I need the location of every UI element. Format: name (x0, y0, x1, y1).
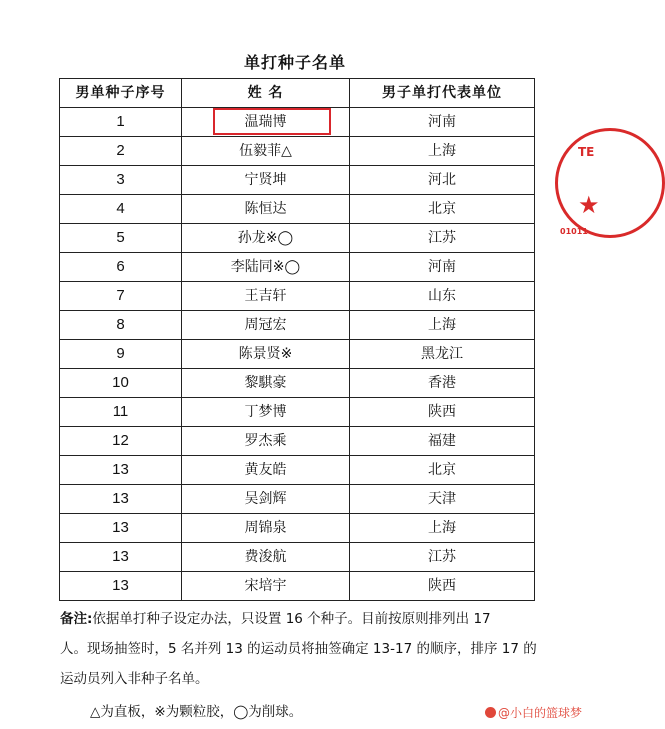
name-cell: 吴剑辉 (182, 485, 350, 514)
unit-cell: 福建 (350, 427, 535, 456)
name-cell: 周锦泉 (182, 514, 350, 543)
seed-cell: 6 (60, 253, 182, 282)
seed-cell: 13 (60, 572, 182, 601)
star-icon: ★ (578, 191, 600, 219)
notes-line3: 运动员列入非种子名单。 (60, 671, 209, 687)
table-row (60, 195, 535, 224)
name-cell: 王吉轩 (182, 282, 350, 311)
header-seed: 男单种子序号 (60, 79, 182, 108)
seed-cell: 12 (60, 427, 182, 456)
unit-cell: 上海 (350, 311, 535, 340)
notes-line2: 人。现场抽签时，5 名并列 13 的运动员将抽签确定 13-17 的顺序，排序 17 的 (60, 641, 537, 657)
name-cell: 李陆同※◯ (182, 253, 350, 282)
unit-cell: 江苏 (350, 224, 535, 253)
seal-text: TE (578, 145, 595, 159)
name-cell: 费浚航 (182, 543, 350, 572)
table-row (60, 166, 535, 195)
table-row (60, 253, 535, 282)
table-row (60, 369, 535, 398)
header-unit: 男子单打代表单位 (350, 79, 535, 108)
unit-cell: 上海 (350, 137, 535, 166)
unit-cell: 香港 (350, 369, 535, 398)
legend: △为直板，※为颗粒胶，◯为削球。 (90, 704, 303, 720)
table-row (60, 340, 535, 369)
seed-cell: 13 (60, 543, 182, 572)
seed-cell: 2 (60, 137, 182, 166)
table-row (60, 137, 535, 166)
table-row (60, 108, 535, 137)
red-seal-stamp (555, 128, 665, 238)
notes (60, 604, 538, 694)
unit-cell: 山东 (350, 282, 535, 311)
document-title: 单打种子名单 (243, 53, 346, 72)
table-row (60, 311, 535, 340)
table-row (60, 514, 535, 543)
table-row (60, 485, 535, 514)
seed-cell: 4 (60, 195, 182, 224)
table-header-row (60, 79, 535, 108)
notes-line1: 依据单打种子设定办法，只设置 16 个种子。目前按原则排列出 17 (92, 611, 491, 627)
seed-cell: 1 (60, 108, 182, 137)
name-cell: 罗杰乘 (182, 427, 350, 456)
table-row (60, 572, 535, 601)
unit-cell: 河北 (350, 166, 535, 195)
notes-label: 备注: (60, 611, 93, 627)
unit-cell: 天津 (350, 485, 535, 514)
table-row (60, 398, 535, 427)
name-cell: 陈景贤※ (182, 340, 350, 369)
seed-table-body (60, 108, 535, 601)
name-cell: 伍毅菲△ (182, 137, 350, 166)
unit-cell: 北京 (350, 456, 535, 485)
seal-digits: 01011 (560, 227, 588, 236)
name-cell: 陈恒达 (182, 195, 350, 224)
weibo-icon (485, 707, 496, 718)
header-name: 姓 名 (182, 79, 350, 108)
seed-cell: 10 (60, 369, 182, 398)
name-cell: 黎騏豪 (182, 369, 350, 398)
name-cell: 丁梦博 (182, 398, 350, 427)
seed-cell: 3 (60, 166, 182, 195)
seed-cell: 9 (60, 340, 182, 369)
seed-cell: 7 (60, 282, 182, 311)
seed-cell: 13 (60, 456, 182, 485)
table-row (60, 427, 535, 456)
unit-cell: 河南 (350, 253, 535, 282)
unit-cell: 陕西 (350, 572, 535, 601)
unit-cell: 北京 (350, 195, 535, 224)
unit-cell: 陕西 (350, 398, 535, 427)
table-row (60, 456, 535, 485)
name-cell: 温瑞博 (182, 108, 350, 137)
table-row (60, 282, 535, 311)
seed-cell: 5 (60, 224, 182, 253)
name-cell: 周冠宏 (182, 311, 350, 340)
unit-cell: 上海 (350, 514, 535, 543)
unit-cell: 江苏 (350, 543, 535, 572)
unit-cell: 黑龙江 (350, 340, 535, 369)
seed-table (59, 78, 535, 601)
unit-cell: 河南 (350, 108, 535, 137)
watermark-text: @小白的篮球梦 (497, 706, 582, 720)
seed-cell: 13 (60, 485, 182, 514)
name-cell: 孙龙※◯ (182, 224, 350, 253)
watermark (485, 704, 582, 721)
seed-cell: 13 (60, 514, 182, 543)
seed-cell: 11 (60, 398, 182, 427)
name-cell: 宁贤坤 (182, 166, 350, 195)
name-cell: 宋培宇 (182, 572, 350, 601)
name-cell: 黄友皓 (182, 456, 350, 485)
table-row (60, 224, 535, 253)
table-row (60, 543, 535, 572)
seed-cell: 8 (60, 311, 182, 340)
